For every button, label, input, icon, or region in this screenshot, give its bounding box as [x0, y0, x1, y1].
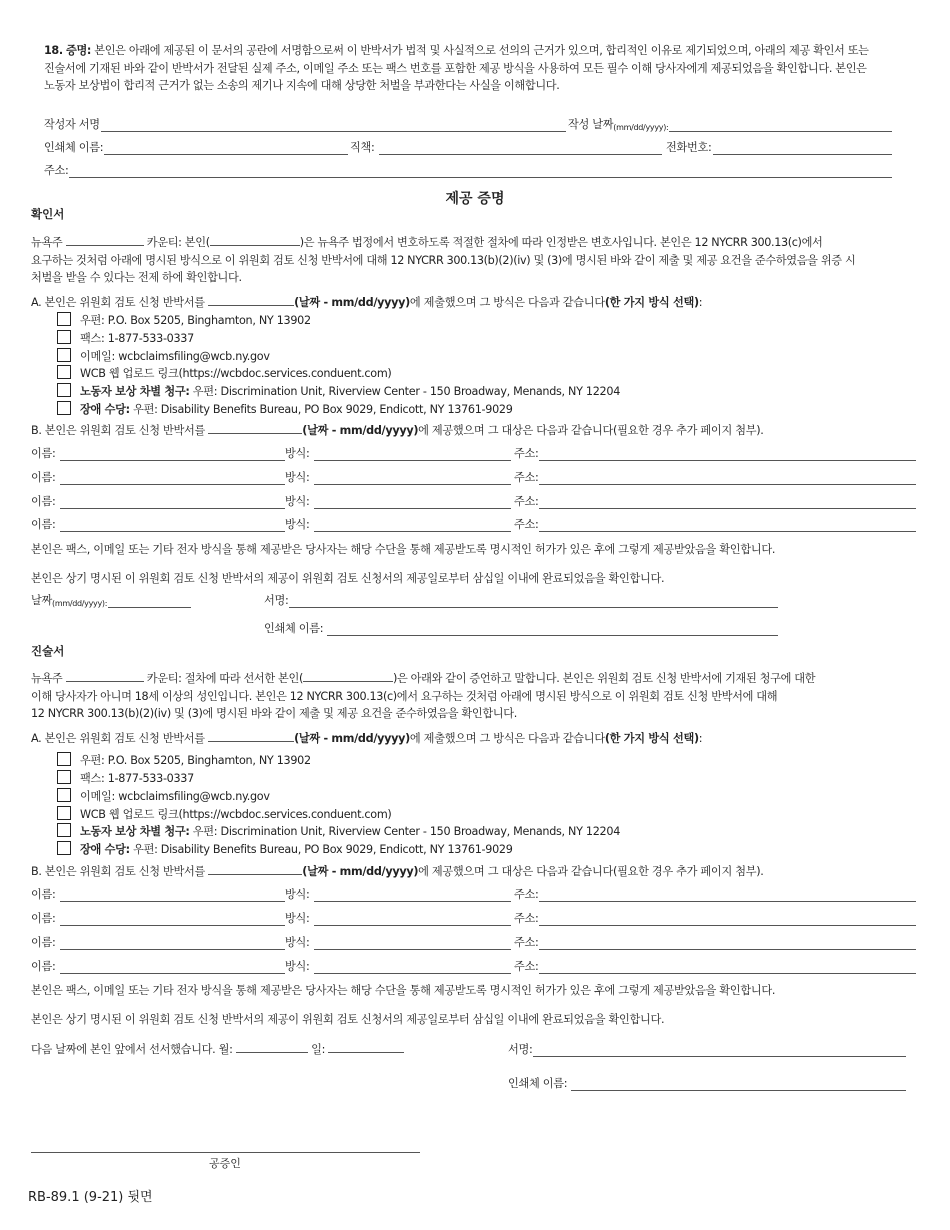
affiant-name-field[interactable] [303, 671, 393, 682]
affirmation-option-discrimination-checkbox[interactable] [57, 383, 71, 397]
recipient-method-field[interactable]: 방식: [285, 445, 511, 461]
affidavit-option-mail-checkbox[interactable] [57, 752, 71, 766]
recipient-method-field[interactable]: 방식: [285, 493, 511, 509]
county-field[interactable] [66, 235, 144, 246]
affidavit-section-b: B. 본인은 위원회 검토 신청 반박서를 (날짜 - mm/dd/yyyy)에 제공했으며 그 대상은 다음과 같습니다(필요한 경우 추가 페이지 첨부). [31, 865, 764, 878]
affirmation-option-upload-checkbox[interactable] [57, 365, 71, 379]
recipient-method-field[interactable]: 방식: [285, 469, 511, 485]
affirmation-option-disability-label: 장애 수당: 우편: Disability Benefits Bureau, PO Box 9029, Endicott, NY 13761-9029 [80, 403, 513, 416]
affidavit-timeliness-statement: 본인은 상기 명시된 이 위원회 검토 신청 반박서의 제공이 위원회 검토 신청서의 제공일로부터 삼십일 이내에 완료되었음을 확인합니다. [31, 1013, 665, 1026]
affidavit-section-a: A. 본인은 위원회 검토 신청 반박서를 (날짜 - mm/dd/yyyy)에 제출했으며 그 방식은 다음과 같습니다(한 가지 방식 선택): [31, 732, 703, 745]
certification-number: 18. [44, 44, 63, 57]
affirmation-option-discrimination-label: 노동자 보상 차별 청구: 우편: Discrimination Unit, Riverview Center - 150 Broadway, Menands, NY 12204 [80, 385, 621, 398]
affidavit-option-email-checkbox[interactable] [57, 788, 71, 802]
preparer-title-field[interactable]: 직책: [350, 139, 662, 155]
recipient-name-field[interactable]: 이름: [31, 886, 285, 902]
recipient-method-field[interactable]: 방식: [285, 886, 511, 902]
affidavit-signature-field[interactable]: 서명: [508, 1041, 906, 1057]
preparer-signature-field[interactable]: 작성자 서명 [44, 116, 566, 132]
recipient-method-field[interactable]: 방식: [285, 910, 511, 926]
attorney-name-field[interactable] [210, 235, 300, 246]
affidavit-option-disability-checkbox[interactable] [57, 841, 71, 855]
preparer-address-field[interactable]: 주소: [44, 162, 892, 178]
affidavit-electronic-statement: 본인은 팩스, 이메일 또는 기타 전자 방식을 통해 제공받은 당사자는 해당 수단을 통해 제공받도록 명시적인 허가가 있은 후에 그렇게 제공받았음을 확인합니다. [31, 984, 776, 997]
affidavit-option-mail-label: 우편: P.O. Box 5205, Binghamton, NY 13902 [80, 754, 311, 767]
affirmation-option-upload-label: WCB 웹 업로드 링크(https://wcbdoc.services.conduent.com) [80, 367, 392, 380]
affidavit-option-discrimination-label: 노동자 보상 차별 청구: 우편: Discrimination Unit, Riverview Center - 150 Broadway, Menands, NY 12204 [80, 825, 621, 838]
affidavit-county-field[interactable] [66, 671, 144, 682]
affidavit-print-name-field[interactable]: 인쇄체 이름: [508, 1075, 906, 1091]
affirmation-filed-date-field[interactable] [208, 295, 294, 306]
affirmation-electronic-statement: 본인은 팩스, 이메일 또는 기타 전자 방식을 통해 제공받은 당사자는 해당 수단을 통해 제공받도록 명시적인 허가가 있은 후에 그렇게 제공받았음을 확인합니다. [31, 543, 776, 556]
affirmation-option-fax-checkbox[interactable] [57, 330, 71, 344]
notary-signature-line[interactable] [31, 1152, 420, 1153]
affidavit-option-upload-label: WCB 웹 업로드 링크(https://wcbdoc.services.conduent.com) [80, 808, 392, 821]
affirmation-timeliness-statement: 본인은 상기 명시된 이 위원회 검토 신청 반박서의 제공이 위원회 검토 신청서의 제공일로부터 삼십일 이내에 완료되었음을 확인합니다. [31, 572, 665, 585]
recipient-address-field[interactable]: 주소: [514, 886, 916, 902]
affidavit-heading: 진술서 [31, 644, 65, 658]
affirmation-option-mail-checkbox[interactable] [57, 312, 71, 326]
recipient-address-field[interactable]: 주소: [514, 493, 916, 509]
affirmation-option-email-checkbox[interactable] [57, 348, 71, 362]
certification-paragraph: 18. 증명: 본인은 아래에 제공된 이 문서의 공란에 서명함으로써 이 반박서가 법적 및 사실적으로 선의의 근거가 있으며, 합리적인 이유로 제기되었으며, 아래의 제공 확인서 또는 진술서에 기재된 바와 같이 반박서가 전달된 실제 주소, 이메일 주소 또는 팩스 번호를 포함한 제공 방식을 사용하여 모든 필수 이해 당사자에게 제공되었음을 확인합니다. 본인은 노동자 보상법이 합리적 근거가 없는 소송의 제기나 지속에 대해 상당한 처벌을 부과한다는 사실을 이해합니다. [44, 44, 869, 92]
recipient-method-field[interactable]: 방식: [285, 934, 511, 950]
recipient-method-field[interactable]: 방식: [285, 958, 511, 974]
recipient-name-field[interactable]: 이름: [31, 958, 285, 974]
prepared-date-field[interactable]: 작성 날짜 (mm/dd/yyyy): [568, 116, 892, 132]
affirmation-option-fax-label: 팩스: 1-877-533-0337 [80, 332, 194, 345]
affirmation-date-field[interactable]: 날짜 (mm/dd/yyyy): [31, 592, 191, 608]
affirmation-heading: 확인서 [31, 207, 65, 221]
notary-label: 공증인 [209, 1157, 241, 1170]
affirmation-intro: 뉴욕주 카운티: 본인( )은 뉴욕주 법정에서 변호하도록 적절한 절차에 따라 인정받은 변호사입니다. 본인은 12 NYCRR 300.13(c)에서 요구하는 것처럼 아래에 명시된 방식으로 이 위원회 검토 신청 반박서에 대해 12 NYCRR 300.13(b)(2)(iv) 및 (3)에 명시된 바와 같이 제출 및 제공 요건을 준수하였음을 위증 시 처벌을 받을 수 있다는 전제 하에 확인합니다. [31, 236, 856, 284]
affidavit-served-date-field[interactable] [208, 864, 302, 875]
affirmation-section-a: A. 본인은 위원회 검토 신청 반박서를 (날짜 - mm/dd/yyyy)에 제출했으며 그 방식은 다음과 같습니다(한 가지 방식 선택): [31, 296, 703, 309]
preparer-print-name-field[interactable]: 인쇄체 이름: [44, 139, 348, 155]
form-id: RB-89.1 (9-21) 뒷면 [28, 1190, 153, 1205]
affirmation-option-email-label: 이메일: wcbclaimsfiling@wcb.ny.gov [80, 350, 270, 363]
recipient-address-field[interactable]: 주소: [514, 469, 916, 485]
certification-label: 증명: [66, 44, 92, 57]
affidavit-option-discrimination-checkbox[interactable] [57, 823, 71, 837]
affirmation-section-b: B. 본인은 위원회 검토 신청 반박서를 (날짜 - mm/dd/yyyy)에 제공했으며 그 대상은 다음과 같습니다(필요한 경우 추가 페이지 첨부). [31, 424, 764, 437]
recipient-address-field[interactable]: 주소: [514, 934, 916, 950]
affidavit-option-fax-checkbox[interactable] [57, 770, 71, 784]
affidavit-filed-date-field[interactable] [208, 731, 294, 742]
recipient-address-field[interactable]: 주소: [514, 445, 916, 461]
sworn-month-field[interactable] [236, 1042, 308, 1053]
affirmation-served-date-field[interactable] [208, 423, 302, 434]
recipient-name-field[interactable]: 이름: [31, 910, 285, 926]
affidavit-option-disability-label: 장애 수당: 우편: Disability Benefits Bureau, PO Box 9029, Endicott, NY 13761-9029 [80, 843, 513, 856]
recipient-name-field[interactable]: 이름: [31, 493, 285, 509]
recipient-method-field[interactable]: 방식: [285, 516, 511, 532]
affirmation-option-disability-checkbox[interactable] [57, 401, 71, 415]
affidavit-intro: 뉴욕주 카운티: 절차에 따라 선서한 본인( )은 아래와 같이 증언하고 말합니다. 본인은 위원회 검토 신청 반박서에 기재된 청구에 대한 이해 당사자가 아니며 18세 이상의 성인입니다. 본인은 12 NYCRR 300.13(c)에서 요구하는 것처럼 아래에 명시된 방식으로 이 위원회 검토 신청 반박서에 대해 12 NYCRR 300.13(b)(2)(iv) 및 (3)에 명시된 바와 같이 제출 및 제공 요건을 준수하였음을 확인합니다. [31, 672, 816, 720]
recipient-name-field[interactable]: 이름: [31, 516, 285, 532]
sworn-before-me: 다음 날짜에 본인 앞에서 선서했습니다. 월: 일: [31, 1041, 404, 1057]
recipient-name-field[interactable]: 이름: [31, 934, 285, 950]
recipient-address-field[interactable]: 주소: [514, 516, 916, 532]
affirmation-signature-field[interactable]: 서명: [264, 592, 778, 608]
recipient-name-field[interactable]: 이름: [31, 445, 285, 461]
affidavit-option-email-label: 이메일: wcbclaimsfiling@wcb.ny.gov [80, 790, 270, 803]
affidavit-option-upload-checkbox[interactable] [57, 806, 71, 820]
affirmation-option-mail-label: 우편: P.O. Box 5205, Binghamton, NY 13902 [80, 314, 311, 327]
recipient-address-field[interactable]: 주소: [514, 910, 916, 926]
affidavit-option-fax-label: 팩스: 1-877-533-0337 [80, 772, 194, 785]
preparer-phone-field[interactable]: 전화번호: [666, 139, 892, 155]
proof-of-service-title: 제공 증명 [445, 191, 505, 207]
sworn-day-field[interactable] [328, 1042, 404, 1053]
recipient-name-field[interactable]: 이름: [31, 469, 285, 485]
recipient-address-field[interactable]: 주소: [514, 958, 916, 974]
affirmation-print-name-field[interactable]: 인쇄체 이름: [264, 620, 778, 636]
